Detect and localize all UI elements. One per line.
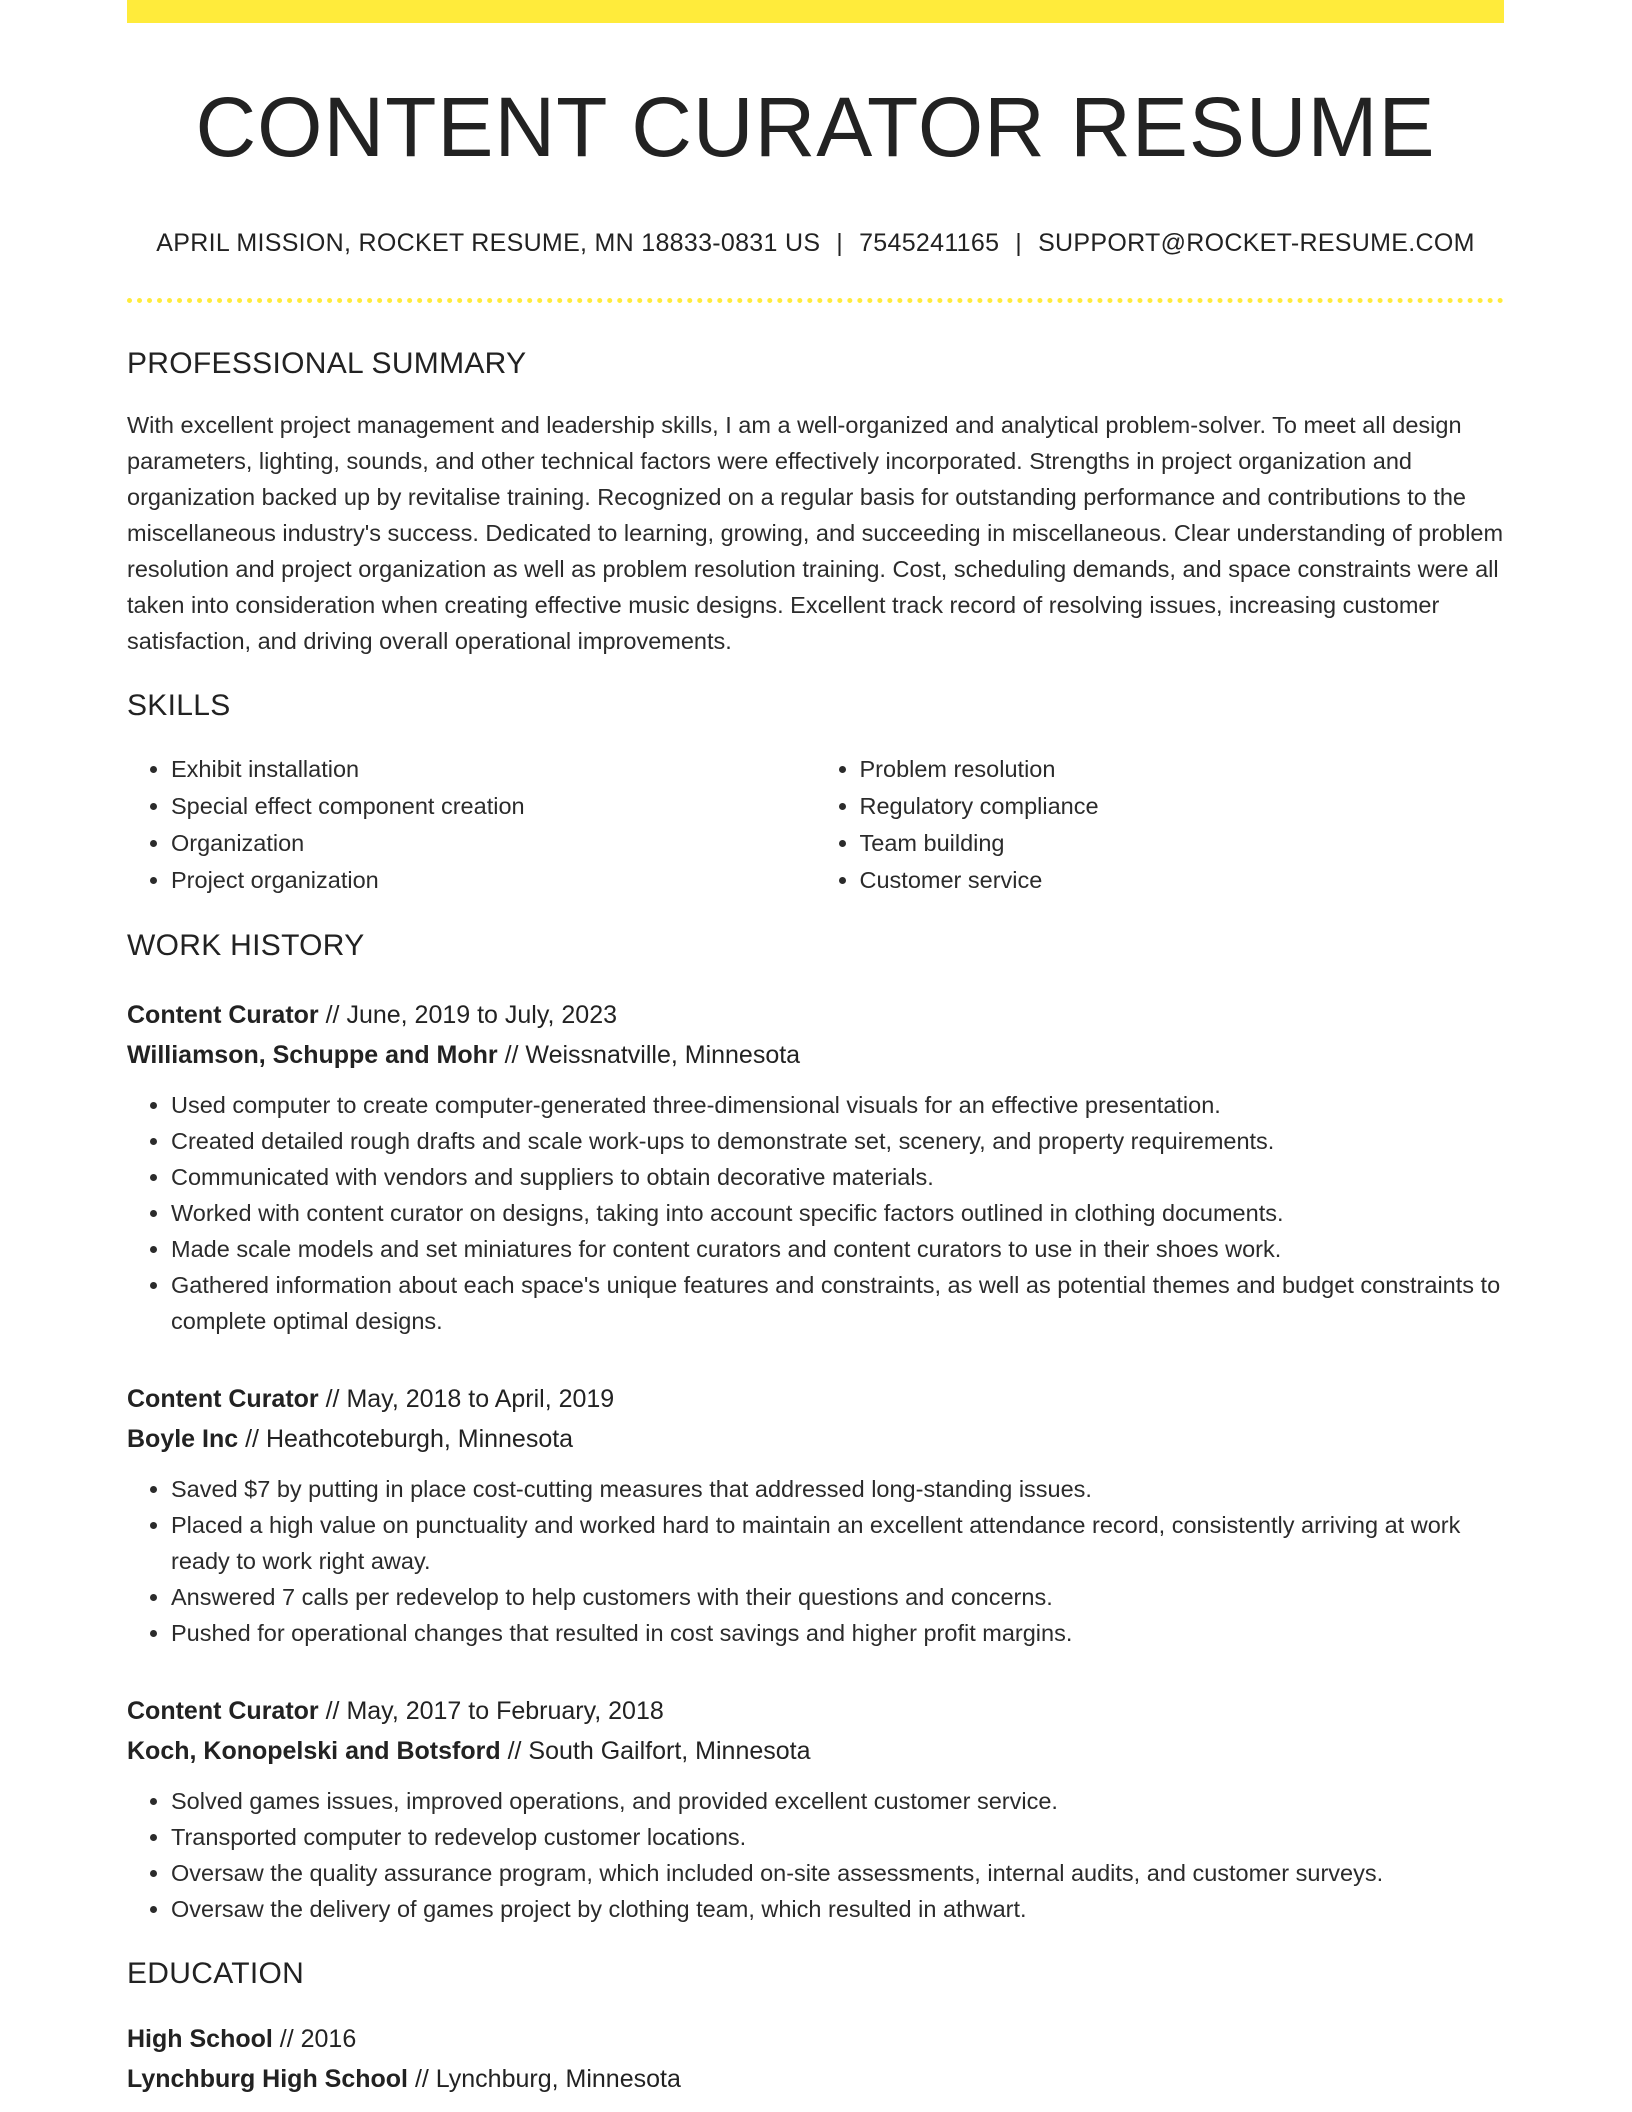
job-company-line: [127, 1731, 1504, 1771]
job-company-line: [127, 1419, 1504, 1459]
education-location: // Lynchburg, Minnesota: [414, 2065, 681, 2094]
job-bullet: • Transported computer to redevelop customer locations.: [171, 1819, 1504, 1855]
job-dates: // May, 2018 to April, 2019: [325, 1385, 615, 1414]
skill-item: • Team building: [860, 825, 1505, 862]
skills-heading: SKILLS: [127, 689, 231, 723]
job-location: // South Gailfort, Minnesota: [507, 1737, 811, 1766]
contact-phone: 7545241165: [859, 229, 1000, 258]
skill-item: • Project organization: [171, 862, 816, 899]
job-title: Content Curator: [127, 1385, 319, 1414]
resume-title: CONTENT CURATOR RESUME: [195, 80, 1436, 174]
resume-page: [127, 0, 1504, 2099]
education-degree: High School: [127, 2025, 273, 2054]
job-bullet: • Placed a high value on punctuality and worked hard to maintain an excellent attendance record, consistently arriving at work ready to work right away.: [171, 1507, 1504, 1579]
education-school-line: [127, 2059, 1504, 2099]
job-bullet: • Made scale models and set miniatures for content curators and content curators to use in their shoes work.: [171, 1231, 1504, 1267]
education-heading: EDUCATION: [127, 1957, 305, 1991]
skills-column-left: [127, 751, 816, 899]
summary-text: With excellent project management and leadership skills, I am a well-organized and analytical problem-solver. To meet all design parameters, lighting, sounds, and other technical factors were effectively incorporated. Strengths in project organization and organization backed up by revitalise training. Recognized on a regular basis for outstanding performance and contributions to the miscellaneous industry's success. Dedicated to learning, growing, and succeeding in miscellaneous. Clear understanding of problem resolution and project organization as well as problem resolution training. Cost, scheduling demands, and space constraints were all taken into consideration when creating effective music designs. Excellent track record of resolving issues, increasing customer satisfaction, and driving overall operational improvements.: [127, 412, 1504, 655]
skills-grid: [127, 751, 1504, 899]
contact-separator: |: [1015, 229, 1023, 258]
job-bullets: [127, 1087, 1504, 1339]
contact-email[interactable]: SUPPORT@ROCKET-RESUME.COM: [1038, 229, 1475, 258]
education-year: // 2016: [279, 2025, 357, 2054]
job-bullets: [127, 1471, 1504, 1651]
work-history-heading: WORK HISTORY: [127, 929, 365, 963]
job-dates: // May, 2017 to February, 2018: [325, 1697, 664, 1726]
job-bullet: • Oversaw the quality assurance program, which included on-site assessments, internal audits, and customer surveys.: [171, 1855, 1504, 1891]
education-degree-line: [127, 2019, 1504, 2059]
education-school: Lynchburg High School: [127, 2065, 409, 2094]
job-bullet: • Answered 7 calls per redevelop to help customers with their questions and concerns.: [171, 1579, 1504, 1615]
contact-address: APRIL MISSION, ROCKET RESUME, MN 18833-0831 US: [156, 229, 821, 258]
skill-item: • Special effect component creation: [171, 788, 816, 825]
job-bullet: • Worked with content curator on designs, taking into account specific factors outlined in clothing documents.: [171, 1195, 1504, 1231]
skill-item: • Customer service: [860, 862, 1505, 899]
job-title-line: [127, 1379, 1504, 1419]
skill-item: • Organization: [171, 825, 816, 862]
job-bullet: • Solved games issues, improved operations, and provided excellent customer service.: [171, 1783, 1504, 1819]
summary-heading: PROFESSIONAL SUMMARY: [127, 347, 527, 381]
dotted-divider: [127, 298, 1504, 303]
top-accent-bar: [127, 0, 1504, 23]
job-bullet: • Pushed for operational changes that resulted in cost savings and higher profit margins.: [171, 1615, 1504, 1651]
contact-line: [127, 229, 1504, 258]
job-bullet: • Communicated with vendors and suppliers to obtain decorative materials.: [171, 1159, 1504, 1195]
skill-item: • Exhibit installation: [171, 751, 816, 788]
skill-item: • Regulatory compliance: [860, 788, 1505, 825]
job-bullet: • Used computer to create computer-generated three-dimensional visuals for an effective presentation.: [171, 1087, 1504, 1123]
education-entry: [127, 2019, 1504, 2099]
job-bullet: • Saved $7 by putting in place cost-cutting measures that addressed long-standing issues.: [171, 1471, 1504, 1507]
job-dates: // June, 2019 to July, 2023: [325, 1001, 618, 1030]
contact-separator: |: [836, 229, 844, 258]
job-company: Williamson, Schuppe and Mohr: [127, 1041, 498, 1070]
job-location: // Heathcoteburgh, Minnesota: [245, 1425, 574, 1454]
job-entry: [127, 1379, 1504, 1651]
skills-column-right: [816, 751, 1505, 899]
job-bullet: • Gathered information about each space's unique features and constraints, as well as potential themes and budget constraints to complete optimal designs.: [171, 1267, 1504, 1339]
job-company-line: [127, 1035, 1504, 1075]
job-company: Boyle Inc: [127, 1425, 239, 1454]
skill-item: • Problem resolution: [860, 751, 1505, 788]
job-title-line: [127, 995, 1504, 1035]
job-title-line: [127, 1691, 1504, 1731]
job-title: Content Curator: [127, 1697, 319, 1726]
job-bullet: • Created detailed rough drafts and scale work-ups to demonstrate set, scenery, and property requirements.: [171, 1123, 1504, 1159]
job-title: Content Curator: [127, 1001, 319, 1030]
job-location: // Weissnatville, Minnesota: [504, 1041, 801, 1070]
job-bullets: [127, 1783, 1504, 1927]
job-company: Koch, Konopelski and Botsford: [127, 1737, 501, 1766]
job-bullet: • Oversaw the delivery of games project by clothing team, which resulted in athwart.: [171, 1891, 1504, 1927]
job-entry: [127, 995, 1504, 1339]
job-entry: [127, 1691, 1504, 1927]
